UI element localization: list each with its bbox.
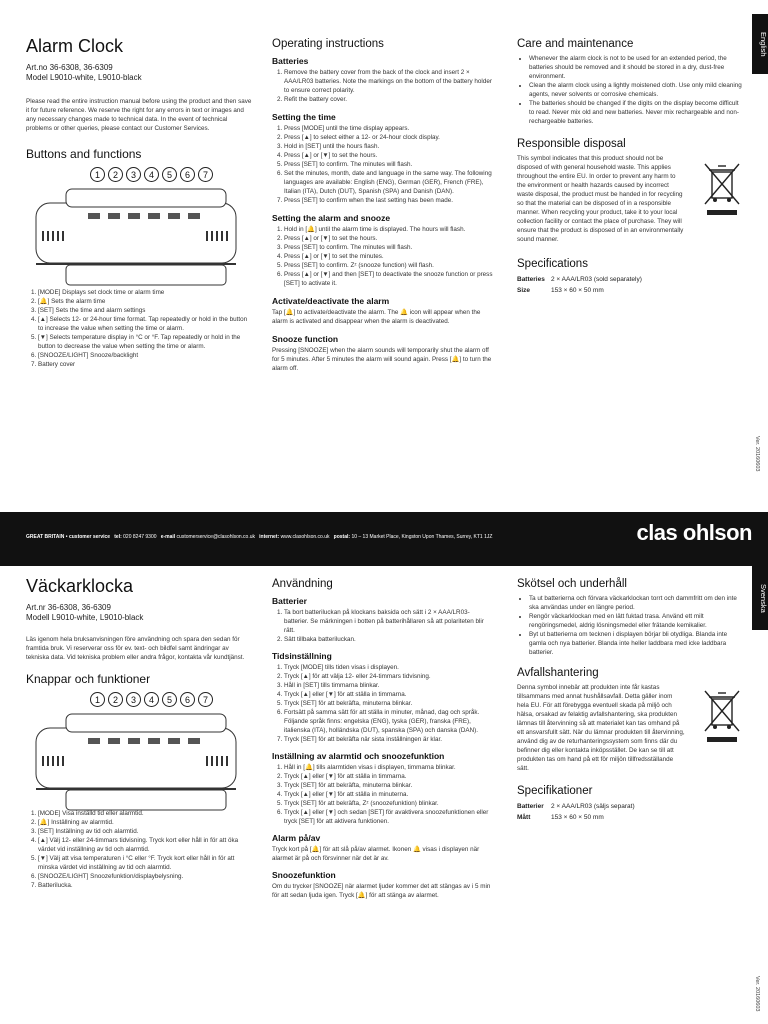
spec-row [517,801,743,812]
buttons-list [26,809,252,890]
spec-value: 153 × 60 × 50 mm [551,287,604,294]
list-item: 1. Håll in [🔔] tills alarmtiden visas i displayen, timmarna blinkar. [284,763,494,772]
activate-heading: Alarm på/av [272,833,321,843]
list-item: 1. Ta bort batteriluckan på klockans baksida och sätt i 2 × AAA/LR03-batterier. Se märkningen i botten på batterihållaren så att polariteten blir rätt. [284,608,494,635]
disposal-text: Denna symbol innebär att produkten inte får kastas tillsammans med annat hushållsavfall. Detta gäller inom hela EU. För att förebygga eventuell skada på miljö och hälsa, orsakad av felaktig avfallshantering, ska produkten lämnas till återvinning så att materialet kan tas omhand på ett ansvarsfullt sätt. När du lämnar produkten till återvinning, använd dig av de returhanteringssystem som finns där du befinner dig eller kontakta inköpsstället. De kan se till att produkten tas om hand på ett för miljön tillfredsställande sätt. [517,684,685,772]
care-heading: Skötsel och underhåll [517,578,627,590]
settime-heading: Tidsinställning [272,651,332,661]
spec-row [517,274,743,285]
list-item: 1. Press [MODE] until the time display appears. [284,124,494,133]
callout: 4 [144,167,159,182]
list-item: 6. Tryck [▲] eller [▼] och sedan [SET] för avaktivera snoozefunktionen eller tryck [SET] för att aktivera funktionen. [284,808,494,826]
batteries-list [272,608,494,644]
settime-list [272,124,494,205]
batteries-heading: Batteries [272,56,309,66]
list-item: 1. Tryck [MODE] tills tiden visas i displayen. [284,663,494,672]
list-item: 2. Tryck [▲] eller [▼] för att ställa in timmarna. [284,772,494,781]
list-item: 7. Tryck [SET] för att bekräfta när sista inställningen är klar. [284,735,494,744]
list-item: 7. Battery cover [38,360,252,369]
spec-value: 2 × AAA/LR03 (säljs separat) [551,803,635,810]
list-item: 1. [MODE] Displays set clock time or alarm time [38,288,252,297]
column-middle [272,38,494,373]
care-list [517,594,743,657]
page-title: Alarm Clock [26,36,124,56]
alarm-clock-drawing [26,706,246,816]
callout: 6 [180,167,195,182]
settime-heading: Setting the time [272,112,336,122]
list-item: • The batteries should be changed if the digits on the display become difficult to read. Never mix old and new batteries. Never mix rechargeable and non-rechargeable batteries. [529,99,743,126]
spec-key: Size [517,287,531,294]
list-item: 3. Håll in [SET] tills timmarna blinkar. [284,681,494,690]
callout: 2 [108,692,123,707]
callout-row [90,167,213,182]
setalarm-heading: Setting the alarm and snooze [272,213,391,223]
country-label: GREAT BRITAIN • customer service [26,534,111,540]
intro-text: Läs igenom hela bruksanvisningen före användning och spara den sedan för framtida bruk. Vi reserverar oss för ev. text- och bildfel samt ändringar av tekniska data. Vid tekniska problem eller andra frågor, kontakta vår kundtjänst. [26,636,245,661]
snooze-heading: Snoozefunktion [272,870,336,880]
postal-value: 10 – 13 Market Place, Kingston Upon Thames, Surrey, KT1 1JZ [351,534,493,540]
column-right [517,38,743,296]
column-middle [272,578,494,900]
list-item: 6. Press [▲] or [▼] and then [SET] to deactivate the snooze function or press [SET] to activate it. [284,270,494,288]
list-item: 2. Refit the battery cover. [284,95,494,104]
batteries-list [272,68,494,104]
activate-text: Tryck kort på [🔔] för att slå på/av alarmet. Ikonen 🔔 visas i displayen när alarmet är på och försvinner när det är av. [272,846,480,862]
spec-key: Mått [517,814,531,821]
list-item: 2. Sätt tillbaka batteriluckan. [284,635,494,644]
list-item: • Clean the alarm clock using a lightly moistened cloth. Use only mild cleaning agents, never solvents or corrosive chemicals. [529,81,743,99]
list-item: 5. Press [SET] to confirm. The minutes will flash. [284,160,494,169]
list-item: • Ta ut batterierna och förvara väckarklockan torrt och dammfritt om den inte ska användas under en längre period. [529,594,743,612]
callout: 1 [90,692,105,707]
callout-row [90,692,213,707]
column-right [517,578,743,823]
weee-bin-icon [703,687,741,745]
version-label: Ver. 20160603 [754,436,760,472]
list-item: • Whenever the alarm clock is not to be used for an extended period, the batteries should be removed and it should be stored in a dry, dust-free environment. [529,54,743,81]
list-item: 7. Press [SET] to confirm when the last setting has been made. [284,196,494,205]
contact-info [26,534,492,540]
list-item: 3. [SET] Sets the time and alarm settings [38,306,252,315]
device-illustration [26,167,252,292]
callout: 5 [162,167,177,182]
disposal-text: This symbol indicates that this product should not be disposed of with general household waste. This applies throughout the entire EU. In order to prevent any harm to the environment or health hazards caused by incorrect waste disposal, the product must be handed in for recycling so that the material can be disposed of in a responsible manner. When recycling your product, take it to your local collection facility or contact the place of purchase. They will ensure that the product is disposed of in an environmentally sound manner. [517,155,684,243]
list-item: • Rengör väckarklockan med en lätt fuktad trasa. Använd ett milt rengöringsmedel, aldrig lösningsmedel eller frätande kemikalier. [529,612,743,630]
snooze-text: Om du trycker [SNOOZE] när alarmet ljuder kommer det att stängas av i 5 min för att sedan ljuda igen. Tryck [🔔] för att stänga av alarmet. [272,883,491,899]
setalarm-list [272,763,494,826]
list-item: 4. Tryck [▲] eller [▼] för att ställa in timmarna. [284,690,494,699]
spec-key: Batterier [517,803,544,810]
setalarm-list [272,225,494,288]
callout: 4 [144,692,159,707]
model-number: Modell L9010-white, L9010-black [26,613,144,622]
operating-heading: Operating instructions [272,38,384,50]
specs-heading: Specifications [517,258,588,270]
weee-bin-icon [703,160,741,218]
version-label: Ver. 20160603 [754,976,760,1012]
callout: 3 [126,167,141,182]
list-item: 3. Tryck [SET] för att bekräfta, minuterna blinkar. [284,781,494,790]
list-item: 5. Tryck [SET] för att bekräfta, Zᶻ (snoozefunktion) blinkar. [284,799,494,808]
spec-key: Batteries [517,276,545,283]
tel-label: tel: [114,534,122,540]
snooze-text: Pressing [SNOOZE] when the alarm sounds will temporarily shut the alarm off for 5 minutes. After 5 minutes the alarm will sound again. Press [🔔] to turn the alarm off. [272,347,492,372]
list-item: 3. Press [SET] to confirm. The minutes will flash. [284,243,494,252]
callout: 6 [180,692,195,707]
buttons-heading: Buttons and functions [26,147,142,161]
list-item: 5. Press [SET] to confirm. Zᶻ (snooze function) will flash. [284,261,494,270]
language-tab-english: English [752,14,768,74]
list-item: 4. Press [▲] or [▼] to set the minutes. [284,252,494,261]
buttons-list [26,288,252,369]
postal-label: postal: [333,534,351,540]
list-item: 2. Tryck [▲] för att välja 12- eller 24-timmars tidvisning. [284,672,494,681]
disposal-heading: Responsible disposal [517,138,626,150]
callout: 5 [162,692,177,707]
activate-heading: Activate/deactivate the alarm [272,296,390,306]
page-title: Väckarklocka [26,576,134,596]
art-number: Art.nr 36-6308, 36-6309 [26,603,111,612]
callout: 2 [108,167,123,182]
list-item: 2. Press [▲] or [▼] to set the hours. [284,234,494,243]
language-tab-swedish: Svenska [752,566,768,630]
operating-heading: Användning [272,578,333,590]
list-item: 6. Fortsätt på samma sätt för att ställa in minuter, månad, dag och språk. Följande språk finns: engelska (ENG), tyska (GER), franska (FRE), italienska (ITA), holländska (DUT), spanska (SPA) och danska (DAN). [284,708,494,735]
snooze-heading: Snooze function [272,334,339,344]
callout: 7 [198,167,213,182]
list-item: 2. [🔔] Inställning av alarmtid. [38,818,252,827]
column-left [26,36,252,369]
art-number: Art.no 36-6308, 36-6309 [26,63,113,72]
list-item: 6. Set the minutes, month, date and language in the same way. The following languages are available: English (ENG), German (GER), French (FRE), Italian (ITA), Dutch (DUT), Spanish (SPA) and Danish (DAN). [284,169,494,196]
intro-text: Please read the entire instruction manual before using the product and then save it for future reference. We reserve the right for any errors in text or images and any necessary changes made to technical data. In the event of technical problems or other queries, please contact our Customer Services. [26,98,252,132]
contact-bar [0,512,768,566]
list-item: 1. Remove the battery cover from the back of the clock and insert 2 × AAA/LR03 batteries. Note the markings on the bottom of the battery holder to ensure correct polarity. [284,68,494,95]
spec-value: 2 × AAA/LR03 (sold separately) [551,276,642,283]
device-illustration [26,692,252,817]
list-item: 1. [MODE] Visa inställd tid eller alarmtid. [38,809,252,818]
batteries-heading: Batterier [272,596,307,606]
alarm-clock-drawing [26,181,246,291]
list-item: 5. [▼] Selects temperature display in °C or °F. Tap repeatedly or hold in the button to decrease the value when setting the time or alarm. [38,333,252,351]
column-left [26,576,252,890]
email-label: e-mail [160,534,176,540]
list-item: 3. Hold in [SET] until the hours flash. [284,142,494,151]
disposal-heading: Avfallshantering [517,667,599,679]
callout: 1 [90,167,105,182]
list-item: 4. [▲] Selects 12- or 24-hour time format. Tap repeatedly or hold in the button to increase the value when setting the time or alarm. [38,315,252,333]
list-item: 2. Press [▲] to select either a 12- or 24-hour clock display. [284,133,494,142]
spec-row [517,285,743,296]
internet-value: www.clasohlson.co.uk [280,534,330,540]
list-item: 2. [🔔] Sets the alarm time [38,297,252,306]
list-item: 7. Batterilucka. [38,881,252,890]
spec-value: 153 × 60 × 50 mm [551,814,604,821]
model-number: Model L9010-white, L9010-black [26,73,142,82]
list-item: 3. [SET] Inställning av tid och alarmtid. [38,827,252,836]
brand-logo: clas ohlson [636,520,752,545]
list-item: 4. Tryck [▲] eller [▼] för att ställa in minuterna. [284,790,494,799]
list-item: 1. Hold in [🔔] until the alarm time is displayed. The hours will flash. [284,225,494,234]
callout: 7 [198,692,213,707]
list-item: 5. [▼] Välj att visa temperaturen i °C eller °F. Tryck kort eller håll in för att minska värdet vid inställning av tid och alarmtid. [38,854,252,872]
settime-list [272,663,494,744]
internet-label: internet: [259,534,280,540]
specs-heading: Specifikationer [517,785,593,797]
list-item: • Byt ut batterierna om tecknen i displayen börjar bli otydliga. Blanda inte gamla och nya batterier. Blanda inte heller laddbara med icke laddbara batterier. [529,630,743,657]
email-value: customerservice@clasohlson.co.uk [176,534,255,540]
list-item: 6. [SNOOZE/LIGHT] Snooze/backlight [38,351,252,360]
activate-text: Tap [🔔] to activate/deactivate the alarm. The 🔔 icon will appear when the alarm is activated and disappear when the alarm is deactivated. [272,309,481,325]
tel-value: 020 8247 9300 [123,534,157,540]
care-heading: Care and maintenance [517,38,634,50]
setalarm-heading: Inställning av alarmtid och snoozefunktion [272,751,445,761]
list-item: 4. Press [▲] or [▼] to set the hours. [284,151,494,160]
spec-row [517,812,743,823]
list-item: 6. [SNOOZE/LIGHT] Snoozefunktion/displaybelysning. [38,872,252,881]
care-list [517,54,743,126]
list-item: 4. [▲] Välj 12- eller 24-timmars tidvisning. Tryck kort eller håll in för att öka värdet vid inställning av tid och alarmtid. [38,836,252,854]
list-item: 5. Tryck [SET] för att bekräfta, minuterna blinkar. [284,699,494,708]
callout: 3 [126,692,141,707]
buttons-heading: Knappar och funktioner [26,672,151,686]
swedish-section [0,566,768,1024]
